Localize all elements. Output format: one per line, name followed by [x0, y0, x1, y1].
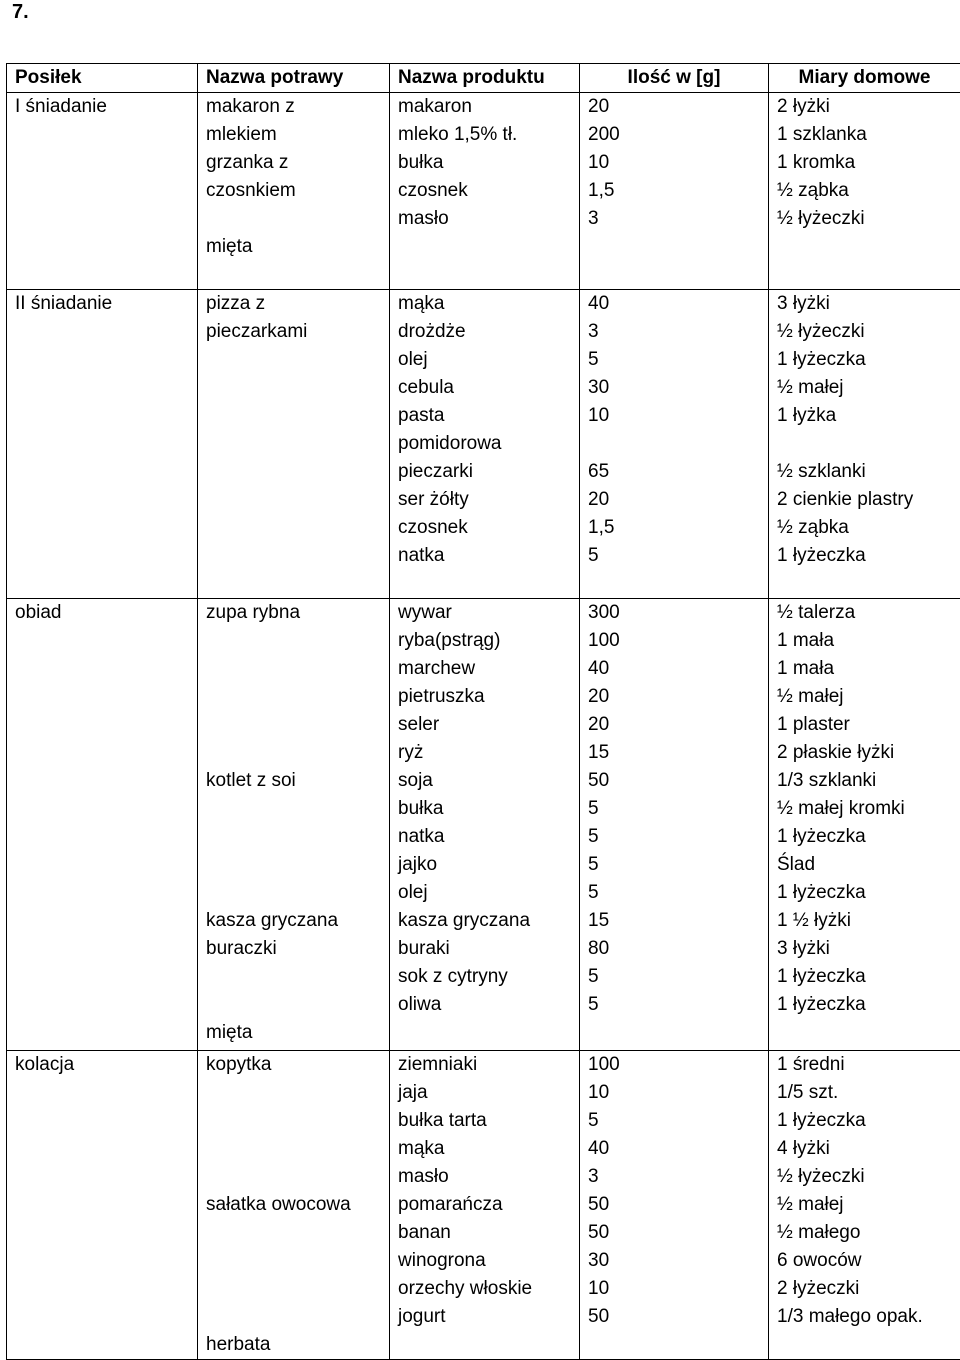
- measure-value: 1 łyżeczka: [777, 823, 960, 851]
- dish-line: czosnkiem: [206, 177, 389, 205]
- measure-value: Ślad: [777, 851, 960, 879]
- dish-cell: [198, 290, 390, 599]
- measure-value: 1/5 szt.: [777, 1079, 960, 1107]
- blank-line: [777, 430, 960, 458]
- product-line: pieczarki: [398, 458, 579, 486]
- amount-value: 40: [588, 1135, 768, 1163]
- product-cell: [390, 290, 580, 599]
- dish-line: kopytka: [206, 1051, 389, 1079]
- measure-value: ½ talerza: [777, 599, 960, 627]
- measure-value: 1 łyżeczka: [777, 542, 960, 570]
- blank-line: [206, 1219, 389, 1247]
- amount-value: 100: [588, 627, 768, 655]
- product-line: jajko: [398, 851, 579, 879]
- measure-value: 1/3 małego opak.: [777, 1303, 960, 1331]
- amount-value: 10: [588, 1079, 768, 1107]
- meal-cell: [7, 599, 198, 1051]
- product-cell: [390, 599, 580, 1051]
- measure-value: 1 łyżeczka: [777, 1107, 960, 1135]
- measure-value: ½ ząbka: [777, 177, 960, 205]
- product-line: jogurt: [398, 1303, 579, 1331]
- measure-value: 2 łyżeczki: [777, 1275, 960, 1303]
- table-row: [7, 599, 960, 1051]
- amount-value: 50: [588, 1303, 768, 1331]
- blank-line: [206, 1275, 389, 1303]
- amount-value: 30: [588, 1247, 768, 1275]
- measure-cell: [769, 599, 960, 1051]
- amount-value: 1,5: [588, 177, 768, 205]
- amount-value: 40: [588, 655, 768, 683]
- amount-value: 40: [588, 290, 768, 318]
- measure-value: 1 łyżeczka: [777, 991, 960, 1019]
- product-line: pomarańcza: [398, 1191, 579, 1219]
- blank-line: [206, 739, 389, 767]
- blank-line: [588, 430, 768, 458]
- blank-line: [206, 1107, 389, 1135]
- measure-value: ½ szklanki: [777, 458, 960, 486]
- header-dish: Nazwa potrawy: [198, 64, 390, 93]
- blank-line: [206, 991, 389, 1019]
- dish-line: grzanka z: [206, 149, 389, 177]
- measure-value: ½ małego: [777, 1219, 960, 1247]
- amount-value: 50: [588, 767, 768, 795]
- table-row: [7, 93, 960, 290]
- amount-value: 5: [588, 851, 768, 879]
- amount-cell: [580, 290, 769, 599]
- amount-value: 5: [588, 991, 768, 1019]
- dish-line: kotlet z soi: [206, 767, 389, 795]
- measure-value: 3 łyżki: [777, 290, 960, 318]
- dish-line: herbata: [206, 1331, 389, 1359]
- dish-line: makaron z: [206, 93, 389, 121]
- amount-value: 5: [588, 823, 768, 851]
- measure-value: 2 płaskie łyżki: [777, 739, 960, 767]
- product-line: czosnek: [398, 514, 579, 542]
- measure-value: 2 cienkie plastry: [777, 486, 960, 514]
- measure-value: 6 owoców: [777, 1247, 960, 1275]
- amount-value: 5: [588, 963, 768, 991]
- blank-line: [206, 963, 389, 991]
- measure-value: 2 łyżki: [777, 93, 960, 121]
- measure-value: 1 mała: [777, 655, 960, 683]
- blank-line: [206, 1303, 389, 1331]
- product-line: seler: [398, 711, 579, 739]
- amount-value: 5: [588, 346, 768, 374]
- dish-line: mięta: [206, 233, 389, 261]
- amount-value: 300: [588, 599, 768, 627]
- meal-name: II śniadanie: [15, 290, 197, 318]
- measure-value: ½ małej: [777, 1191, 960, 1219]
- product-line: winogrona: [398, 1247, 579, 1275]
- product-line: natka: [398, 823, 579, 851]
- amount-value: 15: [588, 907, 768, 935]
- product-line: wywar: [398, 599, 579, 627]
- product-line: mąka: [398, 1135, 579, 1163]
- measure-value: 1 łyżeczka: [777, 879, 960, 907]
- page-number: 7.: [12, 0, 29, 24]
- product-line: olej: [398, 346, 579, 374]
- dish-cell: [198, 1051, 390, 1360]
- product-cell: [390, 1051, 580, 1360]
- amount-value: 1,5: [588, 514, 768, 542]
- measure-value: 1 szklanka: [777, 121, 960, 149]
- blank-line: [206, 683, 389, 711]
- product-line: masło: [398, 1163, 579, 1191]
- product-line: mleko 1,5% tł.: [398, 121, 579, 149]
- product-line: sok z cytryny: [398, 963, 579, 991]
- blank-line: [206, 823, 389, 851]
- amount-cell: [580, 599, 769, 1051]
- meal-name: obiad: [15, 599, 197, 627]
- meal-cell: [7, 290, 198, 599]
- measure-value: 1 łyżeczka: [777, 346, 960, 374]
- blank-line: [206, 1135, 389, 1163]
- meal-plan-table: [6, 63, 960, 1360]
- blank-line: [206, 879, 389, 907]
- product-line: pomidorowa: [398, 430, 579, 458]
- amount-value: 10: [588, 402, 768, 430]
- measure-value: ½ łyżeczki: [777, 205, 960, 233]
- header-measure: Miary domowe: [769, 64, 960, 93]
- amount-value: 50: [588, 1191, 768, 1219]
- measure-value: 1 plaster: [777, 711, 960, 739]
- amount-value: 5: [588, 879, 768, 907]
- blank-line: [206, 795, 389, 823]
- measure-value: 1 średni: [777, 1051, 960, 1079]
- amount-value: 100: [588, 1051, 768, 1079]
- product-line: czosnek: [398, 177, 579, 205]
- product-line: soja: [398, 767, 579, 795]
- header-meal: Posiłek: [7, 64, 198, 93]
- blank-line: [206, 1247, 389, 1275]
- header-amount: Ilość w [g]: [580, 64, 769, 93]
- dish-line: buraczki: [206, 935, 389, 963]
- dish-line: sałatka owocowa: [206, 1191, 389, 1219]
- product-line: ser żółty: [398, 486, 579, 514]
- product-line: pasta: [398, 402, 579, 430]
- product-line: buraki: [398, 935, 579, 963]
- product-line: mąka: [398, 290, 579, 318]
- amount-value: 20: [588, 93, 768, 121]
- meal-name: kolacja: [15, 1051, 197, 1079]
- amount-value: 20: [588, 683, 768, 711]
- dish-line: kasza gryczana: [206, 907, 389, 935]
- amount-value: 20: [588, 486, 768, 514]
- blank-line: [206, 711, 389, 739]
- amount-value: 20: [588, 711, 768, 739]
- blank-line: [206, 1163, 389, 1191]
- dish-line: pizza z: [206, 290, 389, 318]
- dish-cell: [198, 599, 390, 1051]
- measure-value: 3 łyżki: [777, 935, 960, 963]
- meal-cell: [7, 93, 198, 290]
- measure-value: 1 łyżeczka: [777, 963, 960, 991]
- product-line: banan: [398, 1219, 579, 1247]
- product-line: natka: [398, 542, 579, 570]
- amount-cell: [580, 93, 769, 290]
- amount-cell: [580, 1051, 769, 1360]
- measure-value: 1 kromka: [777, 149, 960, 177]
- measure-value: 1 ½ łyżki: [777, 907, 960, 935]
- product-line: ryba(pstrąg): [398, 627, 579, 655]
- product-line: masło: [398, 205, 579, 233]
- product-cell: [390, 93, 580, 290]
- measure-value: 1 łyżka: [777, 402, 960, 430]
- product-line: orzechy włoskie: [398, 1275, 579, 1303]
- amount-value: 3: [588, 205, 768, 233]
- measure-value: ½ małej kromki: [777, 795, 960, 823]
- header-row: [7, 64, 960, 93]
- product-line: bułka: [398, 149, 579, 177]
- amount-value: 10: [588, 1275, 768, 1303]
- amount-value: 15: [588, 739, 768, 767]
- dish-line: pieczarkami: [206, 318, 389, 346]
- amount-value: 65: [588, 458, 768, 486]
- product-line: marchew: [398, 655, 579, 683]
- amount-value: 3: [588, 1163, 768, 1191]
- table-row: [7, 1051, 960, 1360]
- header-product: Nazwa produktu: [390, 64, 580, 93]
- product-line: bułka: [398, 795, 579, 823]
- blank-line: [206, 655, 389, 683]
- blank-line: [206, 1079, 389, 1107]
- product-line: cebula: [398, 374, 579, 402]
- measure-cell: [769, 1051, 960, 1360]
- product-line: ziemniaki: [398, 1051, 579, 1079]
- product-line: pietruszka: [398, 683, 579, 711]
- measure-value: ½ małej: [777, 683, 960, 711]
- product-line: drożdże: [398, 318, 579, 346]
- measure-cell: [769, 290, 960, 599]
- measure-value: 1/3 szklanki: [777, 767, 960, 795]
- amount-value: 3: [588, 318, 768, 346]
- blank-line: [206, 851, 389, 879]
- amount-value: 5: [588, 542, 768, 570]
- meal-cell: [7, 1051, 198, 1360]
- measure-value: ½ małej: [777, 374, 960, 402]
- blank-line: [206, 205, 389, 233]
- dish-line: mlekiem: [206, 121, 389, 149]
- amount-value: 200: [588, 121, 768, 149]
- measure-value: ½ ząbka: [777, 514, 960, 542]
- measure-cell: [769, 93, 960, 290]
- measure-value: 1 mała: [777, 627, 960, 655]
- product-line: ryż: [398, 739, 579, 767]
- dish-cell: [198, 93, 390, 290]
- amount-value: 5: [588, 1107, 768, 1135]
- measure-value: 4 łyżki: [777, 1135, 960, 1163]
- product-line: oliwa: [398, 991, 579, 1019]
- amount-value: 5: [588, 795, 768, 823]
- measure-value: ½ łyżeczki: [777, 318, 960, 346]
- product-line: bułka tarta: [398, 1107, 579, 1135]
- product-line: kasza gryczana: [398, 907, 579, 935]
- meal-name: I śniadanie: [15, 93, 197, 121]
- table-row: [7, 290, 960, 599]
- dish-line: zupa rybna: [206, 599, 389, 627]
- dish-line: mięta: [206, 1019, 389, 1047]
- amount-value: 10: [588, 149, 768, 177]
- measure-value: ½ łyżeczki: [777, 1163, 960, 1191]
- amount-value: 30: [588, 374, 768, 402]
- product-line: jaja: [398, 1079, 579, 1107]
- product-line: olej: [398, 879, 579, 907]
- amount-value: 80: [588, 935, 768, 963]
- product-line: makaron: [398, 93, 579, 121]
- amount-value: 50: [588, 1219, 768, 1247]
- blank-line: [206, 627, 389, 655]
